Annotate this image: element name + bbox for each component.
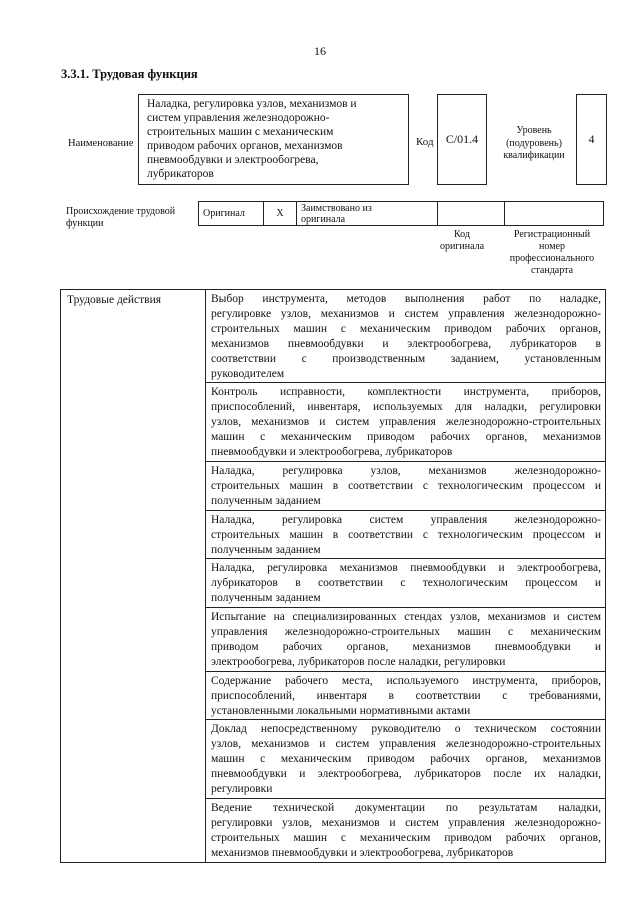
labor-action-line: полученным заданием <box>211 543 321 556</box>
original-label: Оригинал <box>199 202 264 226</box>
labor-action-line: Ведение технической документации по результатам наладки, <box>211 802 601 814</box>
function-name-line: приводом рабочих органов, механизмов <box>147 140 343 152</box>
labor-action-cell <box>206 720 606 799</box>
labor-action-line: регулировки <box>211 783 273 796</box>
original-code-caption <box>431 229 493 253</box>
level-label-line: квалификации <box>503 150 565 161</box>
code-label: Код <box>416 136 434 148</box>
caption-line: стандарта <box>530 265 574 276</box>
labor-action-line: регулировке узлов, механизмов и систем управления железнодорожно- <box>211 307 601 320</box>
origin-label <box>66 206 175 230</box>
labor-action-cell <box>206 608 606 672</box>
labor-action-line: Контроль исправности, комплектности инструмента, приборов, <box>211 386 601 399</box>
level-label-line: Уровень <box>516 125 552 136</box>
labor-action-line: Доклад непосредственному руководителю о техническом состоянии <box>211 723 601 736</box>
labor-action-line: управления железнодорожно-строительных машин с механическим <box>211 626 601 639</box>
function-name-label: Наименование <box>68 138 134 149</box>
borrowed-label-line: Заимствовано из <box>301 202 372 214</box>
labor-action-line: строительных машин с механическим приводом рабочих органов, <box>211 831 601 844</box>
borrowed-label <box>297 202 438 226</box>
labor-action-line: полученным заданием <box>211 592 321 605</box>
caption-line: профессионального <box>509 253 595 264</box>
function-name-line: Наладка, регулировка узлов, механизмов и <box>147 98 357 110</box>
labor-action-line: соответствии с производственным заданием, установленным <box>211 352 601 365</box>
labor-action-line: электрообогрева, лубрикаторов после наладки, регулировки <box>211 655 506 668</box>
original-mark: X <box>264 202 297 226</box>
labor-action-line: строительных машин в соответствии с технологическим процессом и <box>211 528 601 541</box>
caption-line: оригинала <box>439 241 485 252</box>
origin-table <box>198 201 604 226</box>
labor-action-line: Наладка, регулировка систем управления железнодорожно- <box>211 513 601 526</box>
labor-action-line: пневмообдувки и электрообогрева, лубрикаторов после их наладки, <box>211 768 601 781</box>
page-number: 16 <box>314 44 326 58</box>
labor-action-line: машин с механическим приводом рабочих органов, механизмов <box>211 753 601 766</box>
labor-action-line: полученным заданием <box>211 494 321 507</box>
registration-number-caption <box>500 229 604 277</box>
labor-action-line: Наладка, регулировка узлов, механизмов железнодорожно- <box>211 464 601 477</box>
qualification-level-value: 4 <box>576 94 607 185</box>
labor-action-row <box>61 290 606 383</box>
function-name-line: пневмообдувки и электрообогрева, <box>147 154 319 166</box>
labor-action-line: строительных машин с механическим приводом рабочих органов, <box>211 322 601 335</box>
labor-action-line: Испытание на специализированных стендах узлов, механизмов и систем <box>211 611 601 624</box>
borrowed-label-line: оригинала <box>301 213 346 225</box>
section-title: 3.3.1. Трудовая функция <box>61 67 198 81</box>
labor-action-line: установленными локальными нормативными актами <box>211 704 471 717</box>
labor-actions-table <box>60 289 606 863</box>
qualification-level-label <box>494 125 574 163</box>
labor-action-cell <box>206 671 606 720</box>
function-name-line: лубрикаторов <box>147 168 214 180</box>
labor-action-cell <box>206 290 606 383</box>
labor-action-line: Выбор инструмента, методов выполнения работ по наладке, <box>211 293 601 305</box>
labor-action-cell <box>206 383 606 462</box>
labor-action-line: приспособлений, инвентаря, используемых для наладки, регулировки <box>211 401 601 414</box>
labor-action-line: механизмов пневмообдувки и электрообогрева, лубрикаторов <box>211 846 514 859</box>
labor-action-line: механизмов пневмообдувки и электрообогрева, лубрикаторов в <box>211 337 601 350</box>
labor-action-line: узлов, механизмов и систем управления железнодорожно-строительных <box>211 416 601 429</box>
labor-actions-label: Трудовые действия <box>61 290 206 863</box>
labor-action-cell <box>206 510 606 559</box>
borrowed-reg-cell <box>505 202 604 226</box>
labor-action-cell <box>206 559 606 608</box>
labor-action-line: узлов, механизмов и систем управления железнодорожно-строительных <box>211 738 601 751</box>
function-name-box <box>138 94 409 185</box>
caption-line: номер <box>539 241 565 252</box>
labor-action-line: строительных машин в соответствии с технологическим процессом и <box>211 479 601 492</box>
origin-label-line: Происхождение трудовой <box>66 206 176 217</box>
function-name-line: строительных машин с механическим <box>147 126 334 138</box>
borrowed-code-cell <box>438 202 505 226</box>
labor-action-line: Содержание рабочего места, используемого инструмента, приборов, <box>211 674 601 687</box>
caption-line: Регистрационный <box>513 229 591 240</box>
labor-action-line: лубрикаторов в соответствии с технологическим процессом и <box>211 577 601 590</box>
labor-action-line: регулировки узлов, механизмов и систем управления железнодорожно- <box>211 816 601 829</box>
labor-action-cell <box>206 461 606 510</box>
function-name-line: систем управления железнодорожно- <box>147 112 330 124</box>
level-label-line: (подуровень) <box>506 137 562 149</box>
caption-line: Код <box>454 229 470 240</box>
labor-action-line: руководителем <box>211 367 285 380</box>
labor-action-line: приводом рабочих органов, механизмов пневмообдувки и <box>211 640 601 653</box>
labor-action-line: машин с механическим приводом рабочих органов, механизмов <box>211 431 601 444</box>
labor-action-line: Наладка, регулировка механизмов пневмообдувки и электрообогрева, <box>211 562 601 575</box>
code-value: С/01.4 <box>437 94 487 185</box>
origin-label-line: функции <box>66 218 104 229</box>
labor-action-line: пневмообдувки и электрообогрева, лубрикаторов <box>211 446 453 459</box>
labor-action-line: приспособлений, инвентаря в соответствии с требованиями, <box>211 689 601 702</box>
labor-action-cell <box>206 799 606 863</box>
